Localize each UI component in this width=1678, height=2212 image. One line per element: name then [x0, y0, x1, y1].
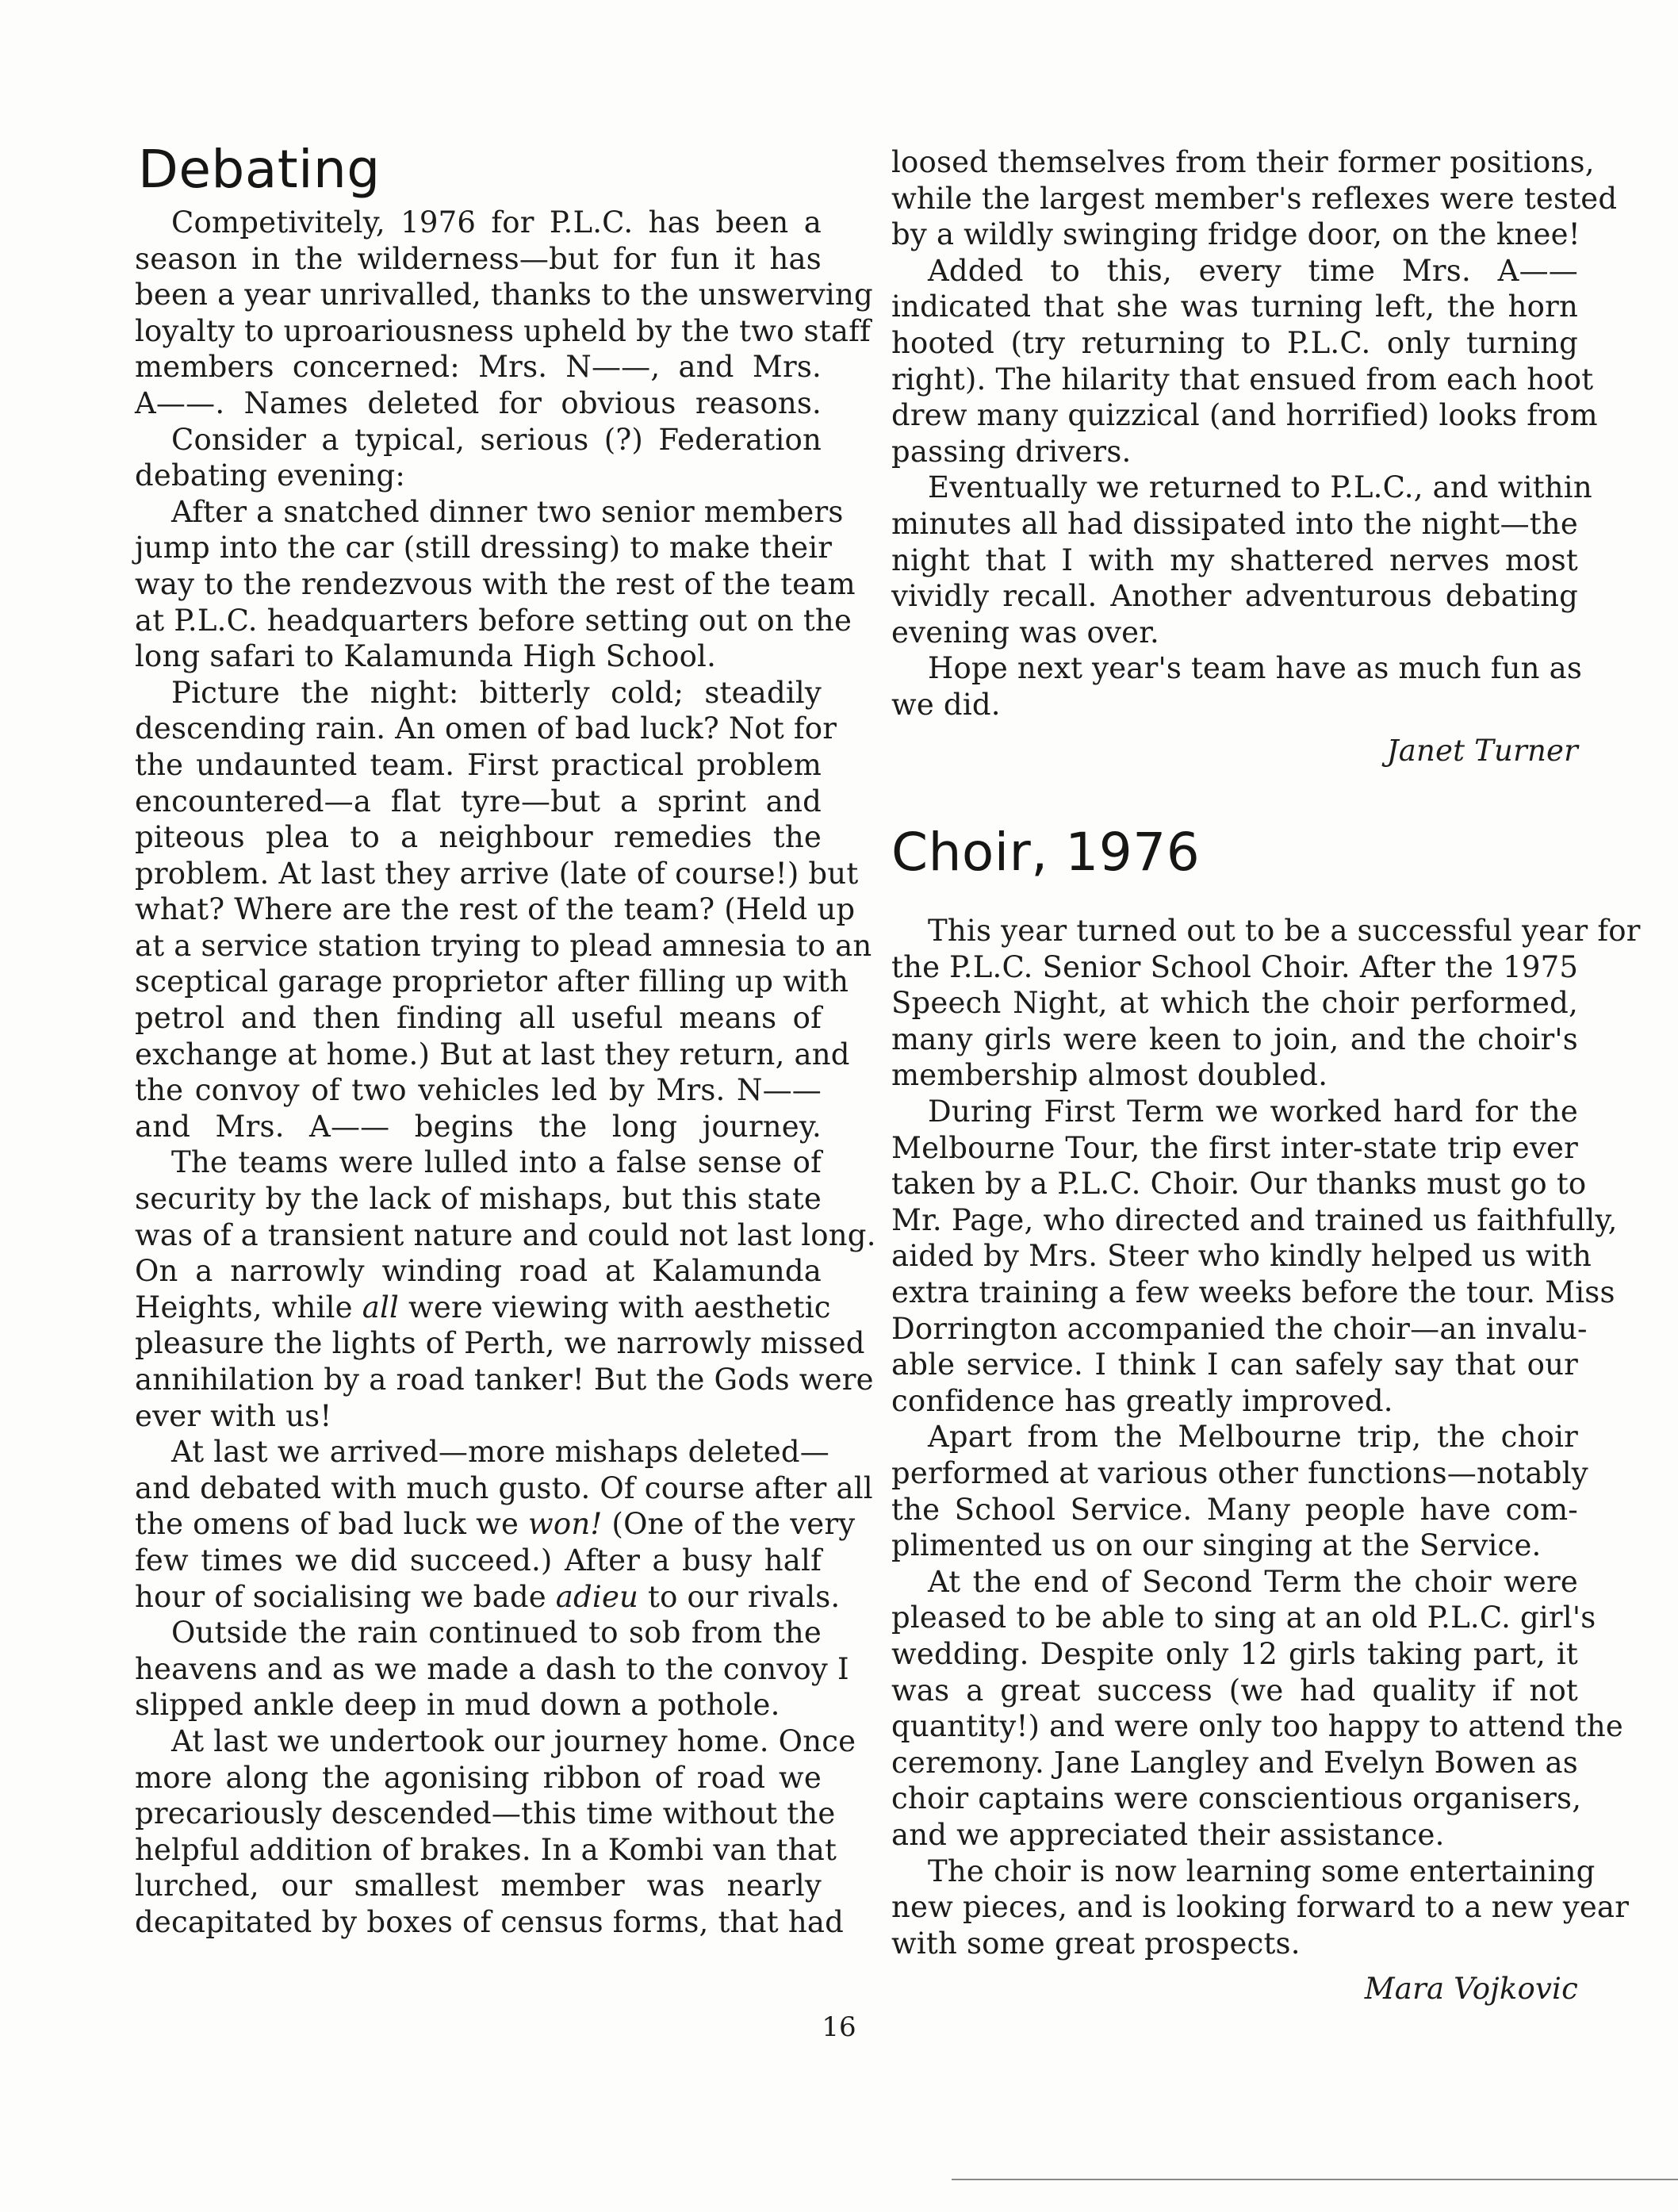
text-line: quantity!) and were only too happy to attend the — [891, 1709, 1623, 1744]
text-line: members concerned: Mrs. N——, and Mrs. — [135, 350, 822, 385]
text-line: been a year unrivalled, thanks to the unswerving — [135, 278, 873, 312]
text-line: ceremony. Jane Langley and Evelyn Bowen as — [891, 1745, 1578, 1780]
text-fragment: the omens of bad luck we — [135, 1507, 529, 1542]
italic-word: all — [362, 1290, 400, 1325]
text-line: and we appreciated their assistance. — [891, 1817, 1445, 1852]
text-line: and debated with much gusto. Of course after all — [135, 1470, 873, 1505]
italic-word: won! — [528, 1507, 603, 1542]
text-line: passing drivers. — [891, 434, 1132, 469]
debating-paragraph — [135, 1434, 873, 1615]
text-line: Added to this, every time Mrs. A—— — [928, 253, 1578, 288]
text-line: plimented us on our singing at the Service. — [891, 1528, 1542, 1563]
choir-paragraph — [891, 913, 1641, 1094]
text-line: evening was over. — [891, 615, 1159, 650]
text-line: ever with us! — [135, 1398, 332, 1433]
text-line: security by the lack of mishaps, but this state — [135, 1182, 822, 1217]
text-line: Consider a typical, serious (?) Federation — [171, 422, 822, 457]
text-line: During First Term we worked hard for the — [928, 1094, 1578, 1129]
debating-continued-paragraph — [891, 470, 1592, 650]
text-line: encountered—a flat tyre—but a sprint and — [135, 784, 822, 818]
choir-paragraph — [891, 1854, 1630, 1962]
text-line: The teams were lulled into a false sense of — [171, 1145, 822, 1180]
text-line: Picture the night: bitterly cold; steadily — [171, 675, 822, 710]
debating-heading: Debating — [138, 139, 381, 200]
text-line: pleasure the lights of Perth, we narrowly missed — [135, 1326, 865, 1361]
text-line: Apart from the Melbourne trip, the choir — [928, 1420, 1578, 1455]
text-line: pleased to be able to sing at an old P.L.C. girl's — [891, 1601, 1596, 1635]
text-line: At last we arrived—more mishaps deleted— — [171, 1435, 829, 1470]
text-line: extra training a few weeks before the tour. Miss — [891, 1275, 1615, 1310]
text-fragment: hour of socialising we bade — [135, 1579, 556, 1614]
debating-paragraph — [135, 1144, 876, 1434]
text-line: aided by Mrs. Steer who kindly helped us with — [891, 1239, 1592, 1274]
text-line: what? Where are the rest of the team? (Held up — [135, 892, 856, 927]
text-line: Competivitely, 1976 for P.L.C. has been a — [171, 205, 822, 240]
text-line: sceptical garage proprietor after filling up with — [135, 964, 849, 999]
text-line: hooted (try returning to P.L.C. only turning — [891, 325, 1578, 360]
debating-continued-paragraph — [891, 144, 1618, 253]
choir-paragraph — [891, 1419, 1588, 1563]
text-line: membership almost doubled. — [891, 1058, 1328, 1093]
debating-paragraph — [135, 1723, 856, 1941]
text-line — [135, 1579, 841, 1616]
text-line: At the end of Second Term the choir were — [928, 1564, 1578, 1599]
text-line: problem. At last they arrive (late of course!) but — [135, 856, 859, 891]
text-line: the P.L.C. Senior School Choir. After the 1975 — [891, 949, 1579, 984]
text-line: taken by a P.L.C. Choir. Our thanks must go to — [891, 1167, 1587, 1202]
text-line: On a narrowly winding road at Kalamunda — [135, 1254, 822, 1289]
text-line: by a wildly swinging fridge door, on the knee! — [891, 217, 1580, 252]
debating-author: Janet Turner — [1386, 733, 1578, 768]
debating-paragraph — [135, 675, 872, 1145]
text-line: loyalty to uproariousness upheld by the two staff — [135, 313, 871, 348]
text-line: right). The hilarity that ensued from each hoot — [891, 362, 1594, 397]
debating-paragraph — [135, 494, 856, 675]
text-line: was of a transient nature and could not last long. — [135, 1217, 876, 1252]
text-line: exchange at home.) But at last they return, and — [135, 1037, 850, 1071]
text-line: The choir is now learning some entertaining — [928, 1854, 1596, 1888]
text-line: helpful addition of brakes. In a Kombi van that — [135, 1832, 837, 1867]
page-number: 16 — [822, 2011, 856, 2043]
text-line: the convoy of two vehicles led by Mrs. N—— — [135, 1073, 822, 1108]
debating-continued-paragraph — [891, 650, 1583, 723]
text-line: new pieces, and is looking forward to a new year — [891, 1890, 1630, 1925]
bottom-rule — [952, 2179, 1678, 2180]
choir-heading: Choir, 1976 — [891, 822, 1201, 884]
text-line: At last we undertook our journey home. Once — [171, 1723, 856, 1758]
choir-author: Mara Vojkovic — [1364, 1972, 1578, 2007]
text-line: many girls were keen to join, and the choir's — [891, 1022, 1578, 1056]
text-line: performed at various other functions—notably — [891, 1456, 1588, 1490]
text-line: wedding. Despite only 12 girls taking part, it — [891, 1636, 1578, 1671]
text-line: more along the agonising ribbon of road we — [135, 1760, 822, 1795]
text-line: night that I with my shattered nerves most — [891, 542, 1578, 577]
text-line: the undaunted team. First practical problem — [135, 747, 822, 782]
text-line: annihilation by a road tanker! But the Gods were — [135, 1363, 874, 1397]
text-line: heavens and as we made a dash to the convoy I — [135, 1651, 849, 1686]
text-line: indicated that she was turning left, the horn — [891, 289, 1578, 324]
text-fragment: were viewing with aesthetic — [399, 1290, 831, 1325]
text-line: with some great prospects. — [891, 1926, 1301, 1961]
text-line: minutes all had dissipated into the night—the — [891, 506, 1578, 541]
text-line: Mr. Page, who directed and trained us faithfully, — [891, 1202, 1618, 1237]
text-line: jump into the car (still dressing) to make their — [135, 531, 833, 565]
text-line: decapitated by boxes of census forms, that had — [135, 1904, 845, 1939]
text-line: Hope next year's team have as much fun as — [928, 651, 1583, 686]
text-line: vividly recall. Another adventurous debating — [891, 579, 1578, 614]
text-line: while the largest member's reflexes were tested — [891, 181, 1618, 216]
text-line: debating evening: — [135, 458, 406, 493]
text-line: Outside the rain continued to sob from the — [171, 1616, 822, 1650]
choir-paragraph — [891, 1564, 1623, 1854]
text-line: at a service station trying to plead amnesia to an — [135, 928, 872, 963]
text-line: and Mrs. A—— begins the long journey. — [135, 1109, 822, 1144]
left-column — [135, 132, 876, 1941]
text-line: we did. — [891, 687, 1001, 722]
text-line: Melbourne Tour, the first inter-state trip ever — [891, 1130, 1578, 1165]
text-line: able service. I think I can safely say that our — [891, 1348, 1578, 1382]
text-line: After a snatched dinner two senior members — [171, 494, 844, 529]
text-line — [135, 1290, 831, 1326]
text-line: season in the wilderness—but for fun it has — [135, 241, 822, 276]
text-fragment: to our rivals. — [638, 1579, 841, 1614]
text-line: at P.L.C. headquarters before setting out on the — [135, 603, 852, 638]
text-fragment: Heights, while — [135, 1290, 362, 1325]
text-line: piteous plea to a neighbour remedies the — [135, 820, 822, 855]
text-line: Eventually we returned to P.L.C., and within — [928, 470, 1592, 505]
text-line: Dorrington accompanied the choir—an invalu- — [891, 1311, 1588, 1346]
text-line: precariously descended—this time without the — [135, 1796, 836, 1831]
debating-paragraph — [135, 422, 822, 494]
text-line: This year turned out to be a successful year for — [928, 914, 1641, 949]
text-line: lurched, our smallest member was nearly — [135, 1869, 822, 1903]
text-line: slipped ankle deep in mud down a pothole. — [135, 1688, 780, 1723]
text-line: A——. Names deleted for obvious reasons. — [135, 385, 822, 420]
text-line: Speech Night, at which the choir performed, — [891, 986, 1578, 1021]
text-line — [135, 1506, 856, 1543]
text-line: loosed themselves from their former positions, — [891, 145, 1595, 179]
text-line: few times we did succeed.) After a busy half — [135, 1543, 822, 1578]
text-fragment: (One of the very — [602, 1507, 856, 1542]
debating-paragraph — [135, 205, 873, 422]
text-line: the School Service. Many people have com- — [891, 1492, 1578, 1527]
italic-word: adieu — [555, 1579, 639, 1614]
text-line: drew many quizzical (and horrified) looks from — [891, 398, 1598, 433]
choir-paragraph — [891, 1094, 1618, 1419]
text-line: was a great success (we had quality if not — [891, 1673, 1578, 1708]
text-line: petrol and then finding all useful means of — [135, 1001, 822, 1036]
debating-continued-paragraph — [891, 253, 1598, 470]
text-line: way to the rendezvous with the rest of the team — [135, 566, 856, 601]
text-line: descending rain. An omen of bad luck? Not for — [135, 711, 837, 746]
right-column — [891, 144, 1641, 2007]
text-line: confidence has greatly improved. — [891, 1383, 1393, 1418]
debating-paragraph — [135, 1615, 849, 1723]
text-line: long safari to Kalamunda High School. — [135, 639, 717, 674]
text-line: choir captains were conscientious organisers, — [891, 1781, 1582, 1816]
